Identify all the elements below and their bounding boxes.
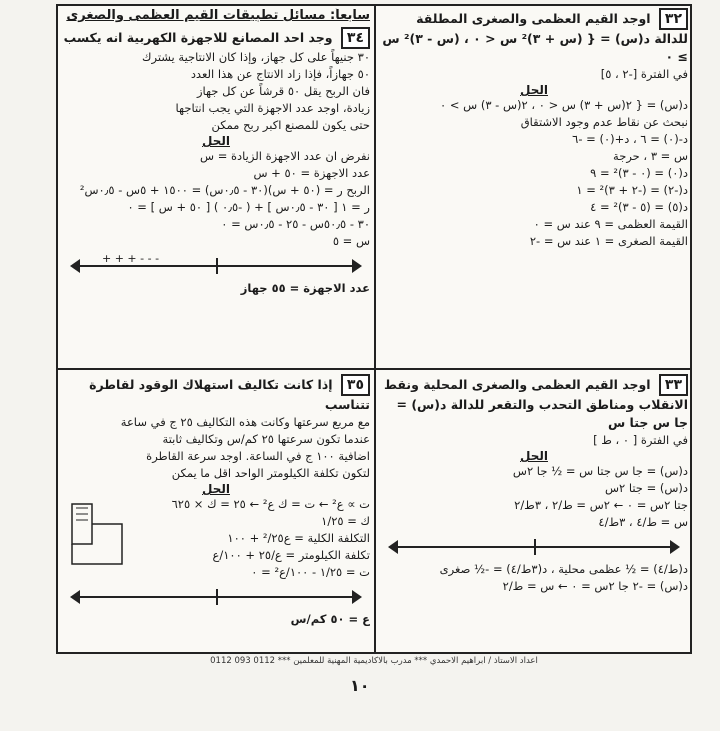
arrow-right-icon	[670, 540, 680, 554]
solution-line: د(٠) = (٠ - ٣)² = ٩	[590, 166, 688, 180]
question-32	[380, 8, 688, 364]
question-interval: في الفترة [ ٠ ، ط ]	[593, 433, 688, 447]
solution-line: د(س) = -٢ جا ٢س = ٠ ← س = ط/٢	[502, 579, 688, 593]
solution-line: د(س) = { ٢(س + ٣) س < ٠ ، ٢(س - ٣) س > ٠	[440, 98, 688, 112]
question-statement: اوجد القيم العظمى والصغرى المحلية ونقط الانقلاب ومناطق التحدب والتقعر للدالة د(س) = جا س جتا س	[384, 377, 688, 430]
solution-line: د-(٠) = ٦ ، د+(٠) = -٦	[572, 132, 688, 146]
worksheet-page	[56, 4, 692, 654]
page-margin	[0, 0, 50, 731]
question-statement-line: ٥٠ جهازاً، فإذا زاد الانتاج عن هذا العدد	[190, 67, 370, 81]
solution-label: الحل	[202, 134, 230, 148]
solution-line: س = ط/٤ ، ٣ط/٤	[598, 515, 688, 529]
question-number: ٣٥	[341, 374, 370, 396]
row-divider	[58, 368, 690, 370]
column-divider	[374, 6, 376, 652]
question-number: ٣٤	[341, 27, 370, 49]
solution-line: جتا ٢س = ٠ ← ٢س = ط/٢ ، ٣ط/٢	[514, 498, 688, 512]
question-statement-line: ٣٠ جنيهاً على كل جهاز، وإذا كان الانتاجية يشترك	[142, 50, 370, 64]
solution-line: د(-٢) = (-٢ + ٣)² = ١	[576, 183, 688, 197]
question-statement-line: وجد احد المصانع للاجهزة الكهربية انه يكسب	[63, 30, 333, 45]
solution-line: ت ∝ ع² ← ت = ك ع² ← ٢٥ = ك × ٦٢٥	[171, 497, 370, 511]
solution-answer: عدد الاجهزة = ٥٥ جهاز	[240, 281, 370, 295]
solution-line: نفرض ان عدد الاجهزة الزيادة = س	[200, 149, 370, 163]
question-interval: في الفترة [-٢ ، ٥]	[600, 67, 688, 81]
section-title: سابعاً: مسائل تطبيقات القيم العظمى والصغرى	[66, 8, 370, 23]
solution-line: د(٥) = (٥ - ٣)² = ٤	[590, 200, 688, 214]
solution-label: الحل	[202, 482, 230, 496]
arrow-right-icon	[352, 259, 362, 273]
sign-number-line	[72, 254, 360, 276]
solution-line: عدد الاجهزة = ٥٠ + س	[253, 166, 370, 180]
solution-line: د(ط/٤) = ½ عظمى محلية ، د(٣ط/٤) = -½ صغرى	[439, 562, 688, 576]
solution-answer: ع = ٥٠ كم/س	[290, 612, 370, 626]
question-statement-line: اضافية ١٠٠ ج في الساعة. اوجد سرعة القاطرة	[146, 449, 370, 463]
solution-line: تكلفة الكيلومتر = ع/٢٥ + ١٠٠/ع	[212, 548, 370, 562]
question-statement-line: عندما تكون سرعتها ٢٥ كم/س وتكاليف ثابتة	[162, 432, 370, 446]
solution-line: القيمة الصغرى = ١ عند س = -٢	[529, 234, 688, 248]
question-statement-line: زيادة، اوجد عدد الاجهزة التي يجب انتاجها	[175, 101, 370, 115]
solution-line: نبحث عن نقاط عدم وجود الاشتقاق	[520, 115, 688, 129]
question-number: ٣٣	[659, 374, 688, 396]
solution-line: ك = ١/٢٥	[321, 514, 370, 528]
train-sketch-icon	[68, 494, 126, 574]
footer-credits: اعداد الاستاذ / ابراهيم الاحمدي *** مدرب بالاكاديمية المهنية للمعلمين *** 0112 093 0112	[210, 656, 538, 666]
critical-point-tick	[534, 539, 536, 555]
critical-point-tick	[216, 589, 218, 605]
sign-number-line	[72, 585, 360, 607]
question-33	[380, 374, 688, 652]
solution-line: د(س) = جا س جتا س = ½ جا ٢س	[512, 464, 688, 478]
page-number: ١٠	[350, 676, 370, 695]
sign-number-line	[390, 535, 678, 557]
arrow-right-icon	[352, 590, 362, 604]
solution-line: س = ٣ ، حرجة	[613, 149, 688, 163]
solution-line: الربح ر = (٥٠ + س)(٣٠ - ٠٫٥س) = ١٥٠٠ + ٥س - ٠٫٥س²	[79, 183, 370, 197]
solution-line: التكلفة الكلية = ع²/٢٥ + ١٠٠	[227, 531, 370, 545]
question-number: ٣٢	[659, 8, 688, 30]
question-statement-line: مع مربع سرعتها وكانت هذه التكاليف ٢٥ ج في ساعة	[120, 415, 370, 429]
arrow-left-icon	[70, 259, 80, 273]
solution-label: الحل	[520, 449, 548, 463]
question-statement-line: لتكون تكلفة الكيلومتر الواحد اقل ما يمكن	[171, 466, 370, 480]
solution-label: الحل	[520, 83, 548, 97]
arrow-left-icon	[70, 590, 80, 604]
solution-line: ر = ١ [ ٣٠ - ٠٫٥س ] + ( -٠٫٥ ) [ ٥٠ + س ] = ٠	[127, 200, 370, 214]
solution-line: القيمة العظمى = ٩ عند س = ٠	[533, 217, 688, 231]
solution-line: س = ٥	[332, 234, 370, 248]
question-35	[62, 374, 370, 652]
question-statement-line: فان الربح يقل ٥٠ قرشاً عن كل جهاز	[196, 84, 370, 98]
question-statement: اوجد القيم العظمى والصغرى المطلقة للدالة د(س) = { (س + ٣)² س < ٠ ، (س - ٣)² س ≥ ٠	[382, 11, 688, 64]
question-statement-line: إذا كانت تكاليف استهلاك الوقود لقاطرة تتناسب	[89, 377, 370, 412]
solution-line: ت = ١/٢٥ - ١٠٠/ع² = ٠	[251, 565, 370, 579]
solution-line: ٣٠ - ٥٠٫٥س - ٢٥ - ٠٫٥س = ٠	[221, 217, 370, 231]
sign-labels: + + + - - -	[102, 252, 160, 265]
arrow-left-icon	[388, 540, 398, 554]
question-34	[62, 8, 370, 364]
question-statement-line: حتى يكون للمصنع اكبر ربح ممكن	[211, 118, 370, 132]
solution-line: د(س) = جتا ٢س	[604, 481, 688, 495]
